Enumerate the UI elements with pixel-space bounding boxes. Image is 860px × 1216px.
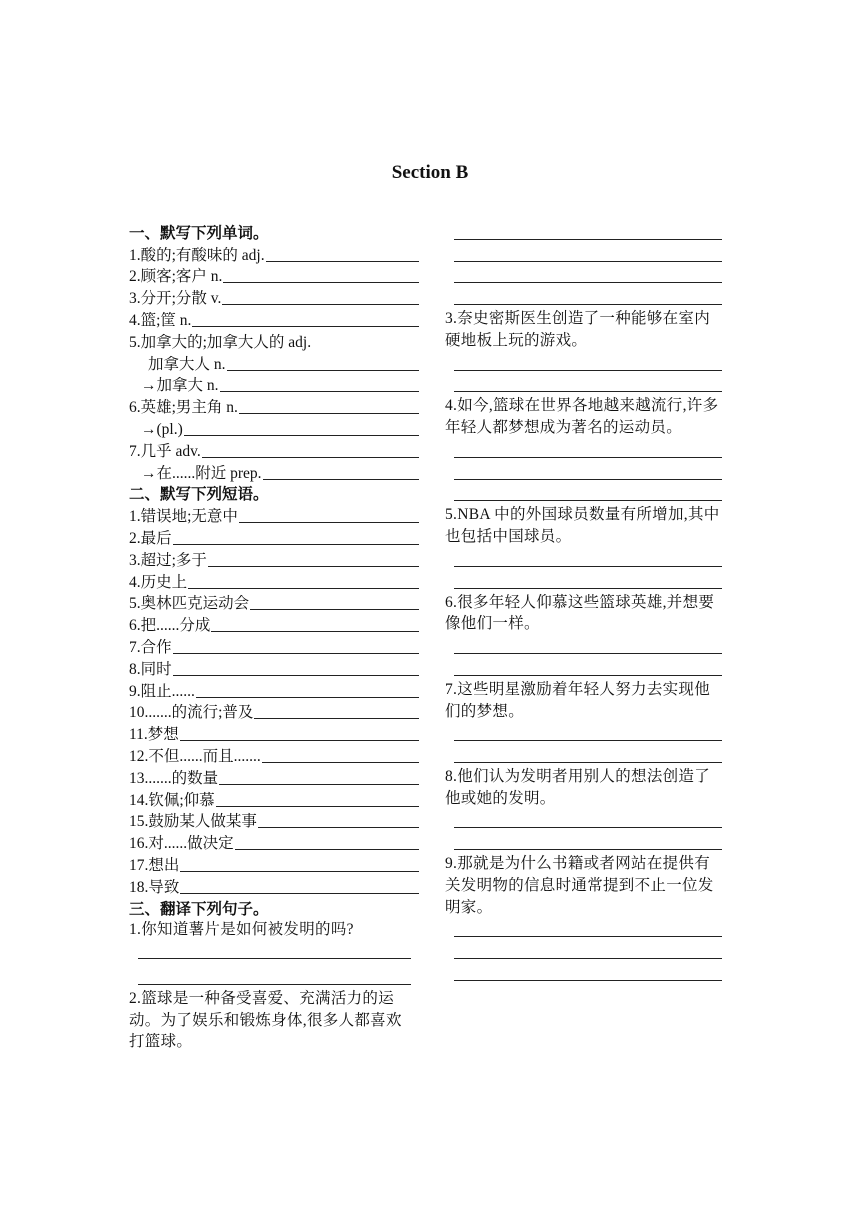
phrase-item: 13.......的数量 — [129, 766, 419, 788]
answer-line[interactable] — [239, 412, 419, 414]
phrase-item: 6.把......分成 — [129, 613, 419, 635]
phrase-item: 12.不但......而且....... — [129, 744, 419, 766]
sentence-prompt: 6.很多年轻人仰慕这些篮球英雄,并想要像他们一样。 — [445, 593, 715, 633]
sentence-prompt: 1.你知道薯片是如何被发明的吗? — [129, 920, 354, 938]
word-item: →加拿大 n. — [129, 374, 419, 396]
answer-line[interactable] — [445, 461, 730, 483]
word-item: 加拿大人 n. — [129, 352, 419, 374]
answer-line[interactable] — [208, 565, 419, 567]
word-item: 1.酸的;有酸味的 adj. — [129, 243, 419, 265]
answer-line[interactable] — [445, 439, 730, 461]
answer-line[interactable] — [202, 456, 419, 458]
answer-line[interactable] — [192, 325, 419, 327]
answer-line[interactable] — [211, 630, 419, 632]
word-item: 5.加拿大的;加拿大人的 adj. — [129, 333, 312, 351]
answer-line[interactable] — [254, 717, 419, 719]
phrase-item: 9.阻止...... — [129, 679, 419, 701]
phrase-item: 14.钦佩;仰慕 — [129, 788, 419, 810]
sentence-prompt: 5.NBA 中的外国球员数量有所增加,其中也包括中国球员。 — [445, 506, 720, 546]
word-item: 2.顾客;客户 n. — [129, 265, 419, 287]
answer-line[interactable] — [188, 587, 419, 589]
phrase-item: 10.......的流行;普及 — [129, 701, 419, 723]
word-item: 6.英雄;男主角 n. — [129, 395, 419, 417]
page-title: Section B — [391, 162, 469, 183]
section-heading-phrases: 二、默写下列短语。 — [129, 486, 269, 504]
answer-line[interactable] — [445, 352, 730, 374]
answer-line[interactable] — [222, 303, 419, 305]
answer-line[interactable] — [223, 281, 419, 283]
sentence-prompt: 9.那就是为什么书籍或者网站在提供有关发明物的信息时通常提到不止一位发明家。 — [445, 855, 714, 916]
answer-line[interactable] — [129, 940, 419, 962]
answer-line[interactable] — [445, 374, 730, 396]
answer-line[interactable] — [180, 892, 419, 894]
answer-line[interactable] — [250, 608, 419, 610]
answer-line[interactable] — [445, 722, 730, 744]
answer-line[interactable] — [180, 739, 419, 741]
answer-line[interactable] — [219, 783, 419, 785]
phrase-item: 8.同时 — [129, 657, 419, 679]
answer-line[interactable] — [216, 805, 419, 807]
phrase-item: 4.历史上 — [129, 570, 419, 592]
answer-line[interactable] — [239, 521, 419, 523]
answer-line[interactable] — [173, 674, 419, 676]
section-heading-translate: 三、翻译下列句子。 — [129, 900, 269, 918]
answer-line[interactable] — [445, 940, 730, 962]
phrase-item: 3.超过;多于 — [129, 548, 419, 570]
answer-line[interactable] — [262, 761, 419, 763]
sentence-prompt: 8.他们认为发明者用别人的想法创造了他或她的发明。 — [445, 767, 711, 807]
answer-line[interactable] — [180, 870, 419, 872]
answer-line[interactable] — [129, 966, 419, 988]
phrase-item: 5.奥林匹克运动会 — [129, 592, 419, 614]
answer-line[interactable] — [445, 483, 730, 505]
sentence-prompt: 2.篮球是一种备受喜爱、充满活力的运动。为了娱乐和锻炼身体,很多人都喜欢打篮球。 — [129, 989, 402, 1051]
phrase-item: 11.梦想 — [129, 722, 419, 744]
answer-line[interactable] — [196, 696, 419, 698]
phrase-item: 15.鼓励某人做某事 — [129, 810, 419, 832]
sentence-prompt: 3.奈史密斯医生创造了一种能够在室内硬地板上玩的游戏。 — [445, 310, 711, 349]
answer-line[interactable] — [263, 478, 419, 480]
left-column — [129, 221, 419, 1053]
answer-line[interactable] — [445, 243, 730, 265]
answer-line[interactable] — [445, 657, 730, 679]
answer-line[interactable] — [445, 570, 730, 592]
answer-line[interactable] — [445, 548, 730, 570]
answer-line[interactable] — [173, 652, 419, 654]
phrase-item: 2.最后 — [129, 526, 419, 548]
right-column — [445, 221, 730, 984]
answer-line[interactable] — [445, 962, 730, 984]
answer-line[interactable] — [445, 221, 730, 243]
answer-line[interactable] — [220, 390, 419, 392]
answer-line[interactable] — [445, 919, 730, 941]
answer-line[interactable] — [266, 260, 419, 262]
word-item: 4.篮;筐 n. — [129, 308, 419, 330]
sentence-prompt: 4.如今,篮球在世界各地越来越流行,许多年轻人都梦想成为著名的运动员。 — [445, 397, 719, 437]
answer-line[interactable] — [445, 831, 730, 853]
answer-line[interactable] — [235, 848, 419, 850]
sentence-prompt: 7.这些明星激励着年轻人努力去实现他们的梦想。 — [445, 680, 711, 720]
phrase-item: 18.导致 — [129, 875, 419, 897]
phrase-item: 17.想出 — [129, 853, 419, 875]
phrase-item: 7.合作 — [129, 635, 419, 657]
word-item: →(pl.) — [129, 417, 419, 439]
answer-line[interactable] — [173, 543, 419, 545]
section-heading-words: 一、默写下列单词。 — [129, 224, 269, 242]
word-item: →在......附近 prep. — [129, 461, 419, 483]
word-item: 3.分开;分散 v. — [129, 286, 419, 308]
phrase-item: 16.对......做决定 — [129, 831, 419, 853]
answer-line[interactable] — [184, 434, 419, 436]
answer-line[interactable] — [445, 810, 730, 832]
word-item: 7.几乎 adv. — [129, 439, 419, 461]
answer-line[interactable] — [445, 635, 730, 657]
answer-line[interactable] — [258, 826, 419, 828]
answer-line[interactable] — [445, 265, 730, 287]
answer-line[interactable] — [227, 369, 419, 371]
phrase-item: 1.错误地;无意中 — [129, 504, 419, 526]
answer-line[interactable] — [445, 744, 730, 766]
answer-line[interactable] — [445, 286, 730, 308]
